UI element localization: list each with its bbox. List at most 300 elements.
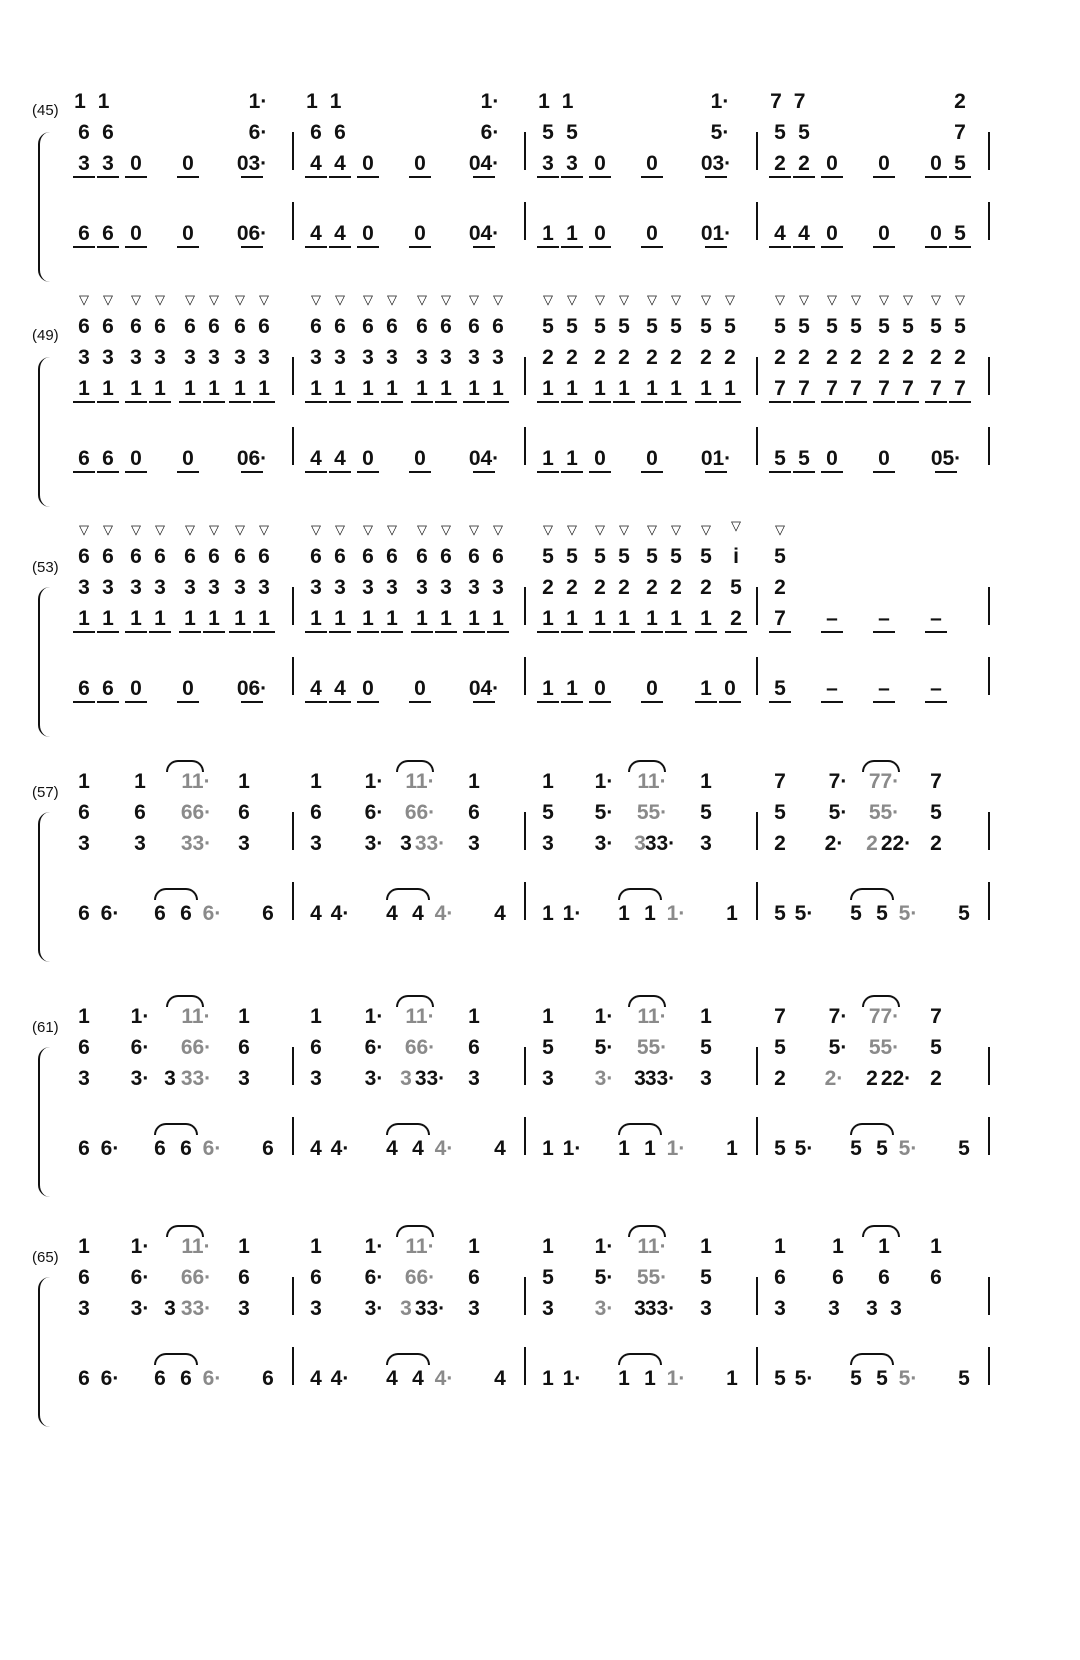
accent-mark: ▽ [543, 522, 553, 537]
note: 5 [774, 447, 786, 470]
note: 22· [880, 832, 912, 855]
note: 1 [542, 1005, 554, 1028]
note: 6 [102, 447, 114, 470]
note: 3 [164, 1067, 176, 1090]
note: 1 [334, 607, 346, 630]
accent-mark: ▽ [441, 522, 451, 537]
accent-mark: ▽ [731, 518, 741, 533]
note: 55· [636, 1036, 668, 1059]
note: 0 [930, 222, 942, 245]
note: 5 [646, 315, 658, 338]
note: 1· [562, 1137, 582, 1160]
note: 1 [334, 377, 346, 400]
note: 5 [958, 902, 970, 925]
note: 3 [234, 576, 246, 599]
note: 3· [130, 1067, 150, 1090]
note: 1· [666, 1137, 686, 1160]
note: 3· [364, 1297, 384, 1320]
note: 3 [542, 1297, 554, 1320]
note: 3 [130, 576, 142, 599]
beam-underline [561, 631, 583, 633]
note: 1 [542, 377, 554, 400]
note: 3 [102, 576, 114, 599]
note: 3 [238, 1297, 250, 1320]
note: 0 [130, 677, 142, 700]
accent-mark: ▽ [469, 522, 479, 537]
accent-mark: ▽ [209, 292, 219, 307]
note: 3 [258, 346, 270, 369]
note: 3 [164, 1297, 176, 1320]
beam-underline [409, 701, 431, 703]
beam-underline [73, 471, 95, 473]
staff-row [0, 447, 1080, 471]
beam-underline [725, 631, 747, 633]
beam-underline [949, 401, 971, 403]
beam-underline [409, 246, 431, 248]
beam-underline [329, 401, 351, 403]
beam-underline [873, 631, 895, 633]
note: 6 [184, 315, 196, 338]
beam-underline [241, 246, 263, 248]
tie-arc [166, 1225, 204, 1237]
note: 66· [404, 801, 436, 824]
beam-underline [769, 246, 791, 248]
note: 5 [646, 545, 658, 568]
beam-underline [305, 176, 327, 178]
note: 5 [878, 315, 890, 338]
note: 0 [414, 152, 426, 175]
note: 4 [310, 447, 322, 470]
note: 6· [130, 1036, 150, 1059]
accent-mark: ▽ [567, 522, 577, 537]
beam-underline [641, 701, 663, 703]
note: 6 [930, 1266, 942, 1289]
note: 6 [234, 315, 246, 338]
note: 11· [181, 1005, 211, 1028]
accent-mark: ▽ [701, 522, 711, 537]
note: 06· [236, 447, 268, 470]
note: 4 [310, 152, 322, 175]
note: 2 [798, 152, 810, 175]
beam-underline [719, 401, 741, 403]
note: – [826, 607, 838, 630]
note: 3 [334, 346, 346, 369]
note: 2 [954, 346, 966, 369]
note: 1 [440, 377, 452, 400]
note: 1 [208, 607, 220, 630]
note: 3 [468, 576, 480, 599]
accent-mark: ▽ [955, 292, 965, 307]
note: 6 [492, 545, 504, 568]
beam-underline [589, 631, 611, 633]
note: 1 [238, 770, 250, 793]
note: 5 [542, 1266, 554, 1289]
note: 04· [468, 222, 500, 245]
note: 7 [774, 607, 786, 630]
beam-underline [329, 246, 351, 248]
beam-underline [873, 401, 895, 403]
note: 4 [334, 222, 346, 245]
note: 3· [364, 832, 384, 855]
note: 3 [440, 346, 452, 369]
note: 06· [236, 222, 268, 245]
note: 5 [670, 315, 682, 338]
note: 1 [310, 1005, 322, 1028]
note: 4 [310, 1367, 322, 1390]
tie-arc [396, 1225, 434, 1237]
beam-underline [793, 401, 815, 403]
note: 6· [202, 1137, 222, 1160]
note: 2· [824, 832, 844, 855]
note: 3 [102, 152, 114, 175]
note: 1 [644, 902, 656, 925]
accent-mark: ▽ [441, 292, 451, 307]
note: 5 [700, 1266, 712, 1289]
note: 0 [594, 447, 606, 470]
note: 3 [78, 152, 90, 175]
beam-underline [613, 401, 635, 403]
note: 03· [236, 152, 268, 175]
note: 1 [78, 1235, 90, 1258]
note: 5· [794, 1367, 814, 1390]
note: 5 [798, 121, 810, 144]
note: 2 [774, 1067, 786, 1090]
note: 0 [594, 222, 606, 245]
staff-row [0, 1137, 1080, 1161]
beam-underline [241, 176, 263, 178]
beam-underline [537, 401, 559, 403]
note: 2 [618, 346, 630, 369]
note: 1 [468, 1235, 480, 1258]
note: 0 [646, 677, 658, 700]
note: 6· [364, 1266, 384, 1289]
accent-mark: ▽ [671, 522, 681, 537]
tie-arc [850, 1123, 894, 1135]
accent-mark: ▽ [469, 292, 479, 307]
beam-underline [473, 471, 495, 473]
note: 66· [180, 1036, 212, 1059]
beam-underline [177, 471, 199, 473]
note: 2 [566, 346, 578, 369]
note: 1 [644, 1137, 656, 1160]
note: 5· [898, 1137, 918, 1160]
beam-underline [229, 401, 251, 403]
beam-underline [487, 401, 509, 403]
beam-underline [409, 471, 431, 473]
note: 3· [130, 1297, 150, 1320]
note: 5 [594, 315, 606, 338]
note: 7 [930, 1005, 942, 1028]
accent-mark: ▽ [493, 522, 503, 537]
note: 1 [238, 1005, 250, 1028]
note: 6· [364, 801, 384, 824]
note: i [733, 545, 739, 568]
accent-mark: ▽ [543, 292, 553, 307]
beam-underline [329, 701, 351, 703]
staff-row [0, 346, 1080, 370]
beam-underline [949, 176, 971, 178]
note: 6 [130, 315, 142, 338]
note: 3 [310, 346, 322, 369]
note: 6 [238, 1266, 250, 1289]
note: 6 [440, 315, 452, 338]
staff-row [0, 377, 1080, 401]
note: 04· [468, 677, 500, 700]
accent-mark: ▽ [235, 292, 245, 307]
beam-underline [241, 701, 263, 703]
note: 2 [566, 576, 578, 599]
staff-row [0, 545, 1080, 569]
note: 1 [542, 222, 554, 245]
note: 7 [850, 377, 862, 400]
beam-underline [873, 246, 895, 248]
note: 5 [566, 121, 578, 144]
note: 4 [412, 902, 424, 925]
beam-underline [97, 701, 119, 703]
beam-underline [357, 631, 379, 633]
note: 7· [828, 770, 848, 793]
beam-underline [769, 176, 791, 178]
beam-underline [179, 631, 201, 633]
note: 1 [416, 377, 428, 400]
beam-underline [589, 401, 611, 403]
note: 5 [930, 801, 942, 824]
note: 3 [154, 346, 166, 369]
note: 5 [902, 315, 914, 338]
note: 1 [542, 607, 554, 630]
note: 1 [618, 607, 630, 630]
staff-row [0, 315, 1080, 339]
note: 3 [238, 1067, 250, 1090]
beam-underline [463, 401, 485, 403]
note: 6 [416, 545, 428, 568]
staff-row [0, 770, 1080, 794]
note: 5 [930, 315, 942, 338]
note: 2 [774, 152, 786, 175]
note: 6 [310, 315, 322, 338]
accent-mark: ▽ [775, 292, 785, 307]
beam-underline [149, 631, 171, 633]
staff-row [0, 1367, 1080, 1391]
note: 2 [594, 346, 606, 369]
beam-underline [381, 401, 403, 403]
note: 4 [798, 222, 810, 245]
note: 6 [310, 1266, 322, 1289]
beam-underline [97, 246, 119, 248]
note: 1 [310, 377, 322, 400]
note: 6 [78, 222, 90, 245]
note: 5 [542, 121, 554, 144]
beam-underline [73, 246, 95, 248]
tie-arc [396, 760, 434, 772]
beam-underline [305, 471, 327, 473]
note: 4· [434, 902, 454, 925]
note: 6· [248, 121, 268, 144]
note: 5 [954, 222, 966, 245]
note: 1 [310, 607, 322, 630]
accent-mark: ▽ [619, 292, 629, 307]
note: 3 [542, 832, 554, 855]
note: 22· [880, 1067, 912, 1090]
accent-mark: ▽ [235, 522, 245, 537]
note: 5 [566, 315, 578, 338]
tie-arc [862, 760, 900, 772]
accent-mark: ▽ [799, 292, 809, 307]
note: 1 [184, 377, 196, 400]
note: 1· [594, 1235, 614, 1258]
note: 6 [238, 1036, 250, 1059]
note: 4 [412, 1137, 424, 1160]
note: 6 [78, 902, 90, 925]
note: 1 [700, 770, 712, 793]
note: 0 [594, 677, 606, 700]
note: 3 [310, 832, 322, 855]
note: 6 [258, 545, 270, 568]
note: 1· [364, 1005, 384, 1028]
note: 1 [670, 607, 682, 630]
note: 3 [700, 1297, 712, 1320]
beam-underline [561, 401, 583, 403]
note: 2 [646, 576, 658, 599]
note: 1 [832, 1235, 844, 1258]
tie-arc [154, 1353, 198, 1365]
note: 6 [468, 801, 480, 824]
beam-underline [473, 176, 495, 178]
beam-underline [125, 401, 147, 403]
accent-mark: ▽ [647, 522, 657, 537]
note: 3 [102, 346, 114, 369]
accent-mark: ▽ [155, 292, 165, 307]
note: 0 [930, 152, 942, 175]
note: 1 [74, 90, 86, 113]
note: 4· [330, 902, 350, 925]
note: 6· [364, 1036, 384, 1059]
note: 6 [440, 545, 452, 568]
note: 1 [594, 607, 606, 630]
note: 2 [618, 576, 630, 599]
note: 2 [774, 576, 786, 599]
note: 6 [78, 1367, 90, 1390]
note: 5 [826, 315, 838, 338]
note: 5 [670, 545, 682, 568]
note: 7 [930, 770, 942, 793]
beam-underline [561, 701, 583, 703]
beam-underline [381, 631, 403, 633]
note: 7 [774, 770, 786, 793]
measure-number: (53) [32, 559, 59, 576]
note: 5 [876, 1367, 888, 1390]
note: 6 [102, 121, 114, 144]
measure-number: (45) [32, 102, 59, 119]
beam-underline [411, 631, 433, 633]
note: 1 [566, 447, 578, 470]
note: 2 [730, 607, 742, 630]
note: 3 [234, 346, 246, 369]
beam-underline [487, 631, 509, 633]
note: 1 [542, 1367, 554, 1390]
beam-underline [705, 246, 727, 248]
note: 2 [542, 576, 554, 599]
note: 6 [258, 315, 270, 338]
note: 0 [362, 222, 374, 245]
beam-underline [203, 631, 225, 633]
beam-underline [537, 631, 559, 633]
note: 3 [416, 576, 428, 599]
note: 7 [774, 1005, 786, 1028]
note: 5· [594, 1266, 614, 1289]
beam-underline [821, 631, 843, 633]
note: 6 [310, 1036, 322, 1059]
note: 6 [78, 1036, 90, 1059]
accent-mark: ▽ [209, 522, 219, 537]
beam-underline [641, 246, 663, 248]
note: 6 [78, 121, 90, 144]
beam-underline [357, 176, 379, 178]
tie-arc [628, 995, 666, 1007]
accent-mark: ▽ [647, 292, 657, 307]
accent-mark: ▽ [879, 292, 889, 307]
note: 5 [724, 315, 736, 338]
beam-underline [177, 701, 199, 703]
note: 4 [494, 1367, 506, 1390]
note: 2 [774, 346, 786, 369]
note: 0 [362, 677, 374, 700]
tie-arc [618, 1353, 662, 1365]
note: 2 [902, 346, 914, 369]
note: 0 [414, 222, 426, 245]
note: 6· [202, 902, 222, 925]
note: 4 [386, 1137, 398, 1160]
note: 3 [130, 346, 142, 369]
note: 1 [542, 770, 554, 793]
note: 1 [542, 902, 554, 925]
note: 1 [416, 607, 428, 630]
note: 05· [930, 447, 962, 470]
note: 6· [202, 1367, 222, 1390]
note: 4 [310, 677, 322, 700]
beam-underline [705, 471, 727, 473]
note: 5 [542, 801, 554, 824]
note: 1 [492, 377, 504, 400]
note: 6· [100, 1367, 120, 1390]
note: 6 [468, 1036, 480, 1059]
accent-mark: ▽ [131, 522, 141, 537]
note: 3 [386, 576, 398, 599]
beam-underline [561, 176, 583, 178]
note: 4 [774, 222, 786, 245]
note: 6 [310, 121, 322, 144]
accent-mark: ▽ [259, 522, 269, 537]
beam-underline [411, 401, 433, 403]
note: 3 [828, 1297, 840, 1320]
note: 04· [468, 447, 500, 470]
note: 5 [876, 902, 888, 925]
beam-underline [665, 401, 687, 403]
note: 5 [850, 1137, 862, 1160]
note: 1 [561, 90, 574, 113]
note: 3 [440, 576, 452, 599]
note: 6 [78, 447, 90, 470]
accent-mark: ▽ [387, 292, 397, 307]
note: 0 [724, 677, 736, 700]
note: 1 [184, 607, 196, 630]
note: 6 [334, 121, 346, 144]
staff-row [0, 222, 1080, 246]
note: 77· [868, 1005, 900, 1028]
note: 4 [334, 677, 346, 700]
note: 1 [306, 90, 318, 113]
note: 6· [100, 902, 120, 925]
